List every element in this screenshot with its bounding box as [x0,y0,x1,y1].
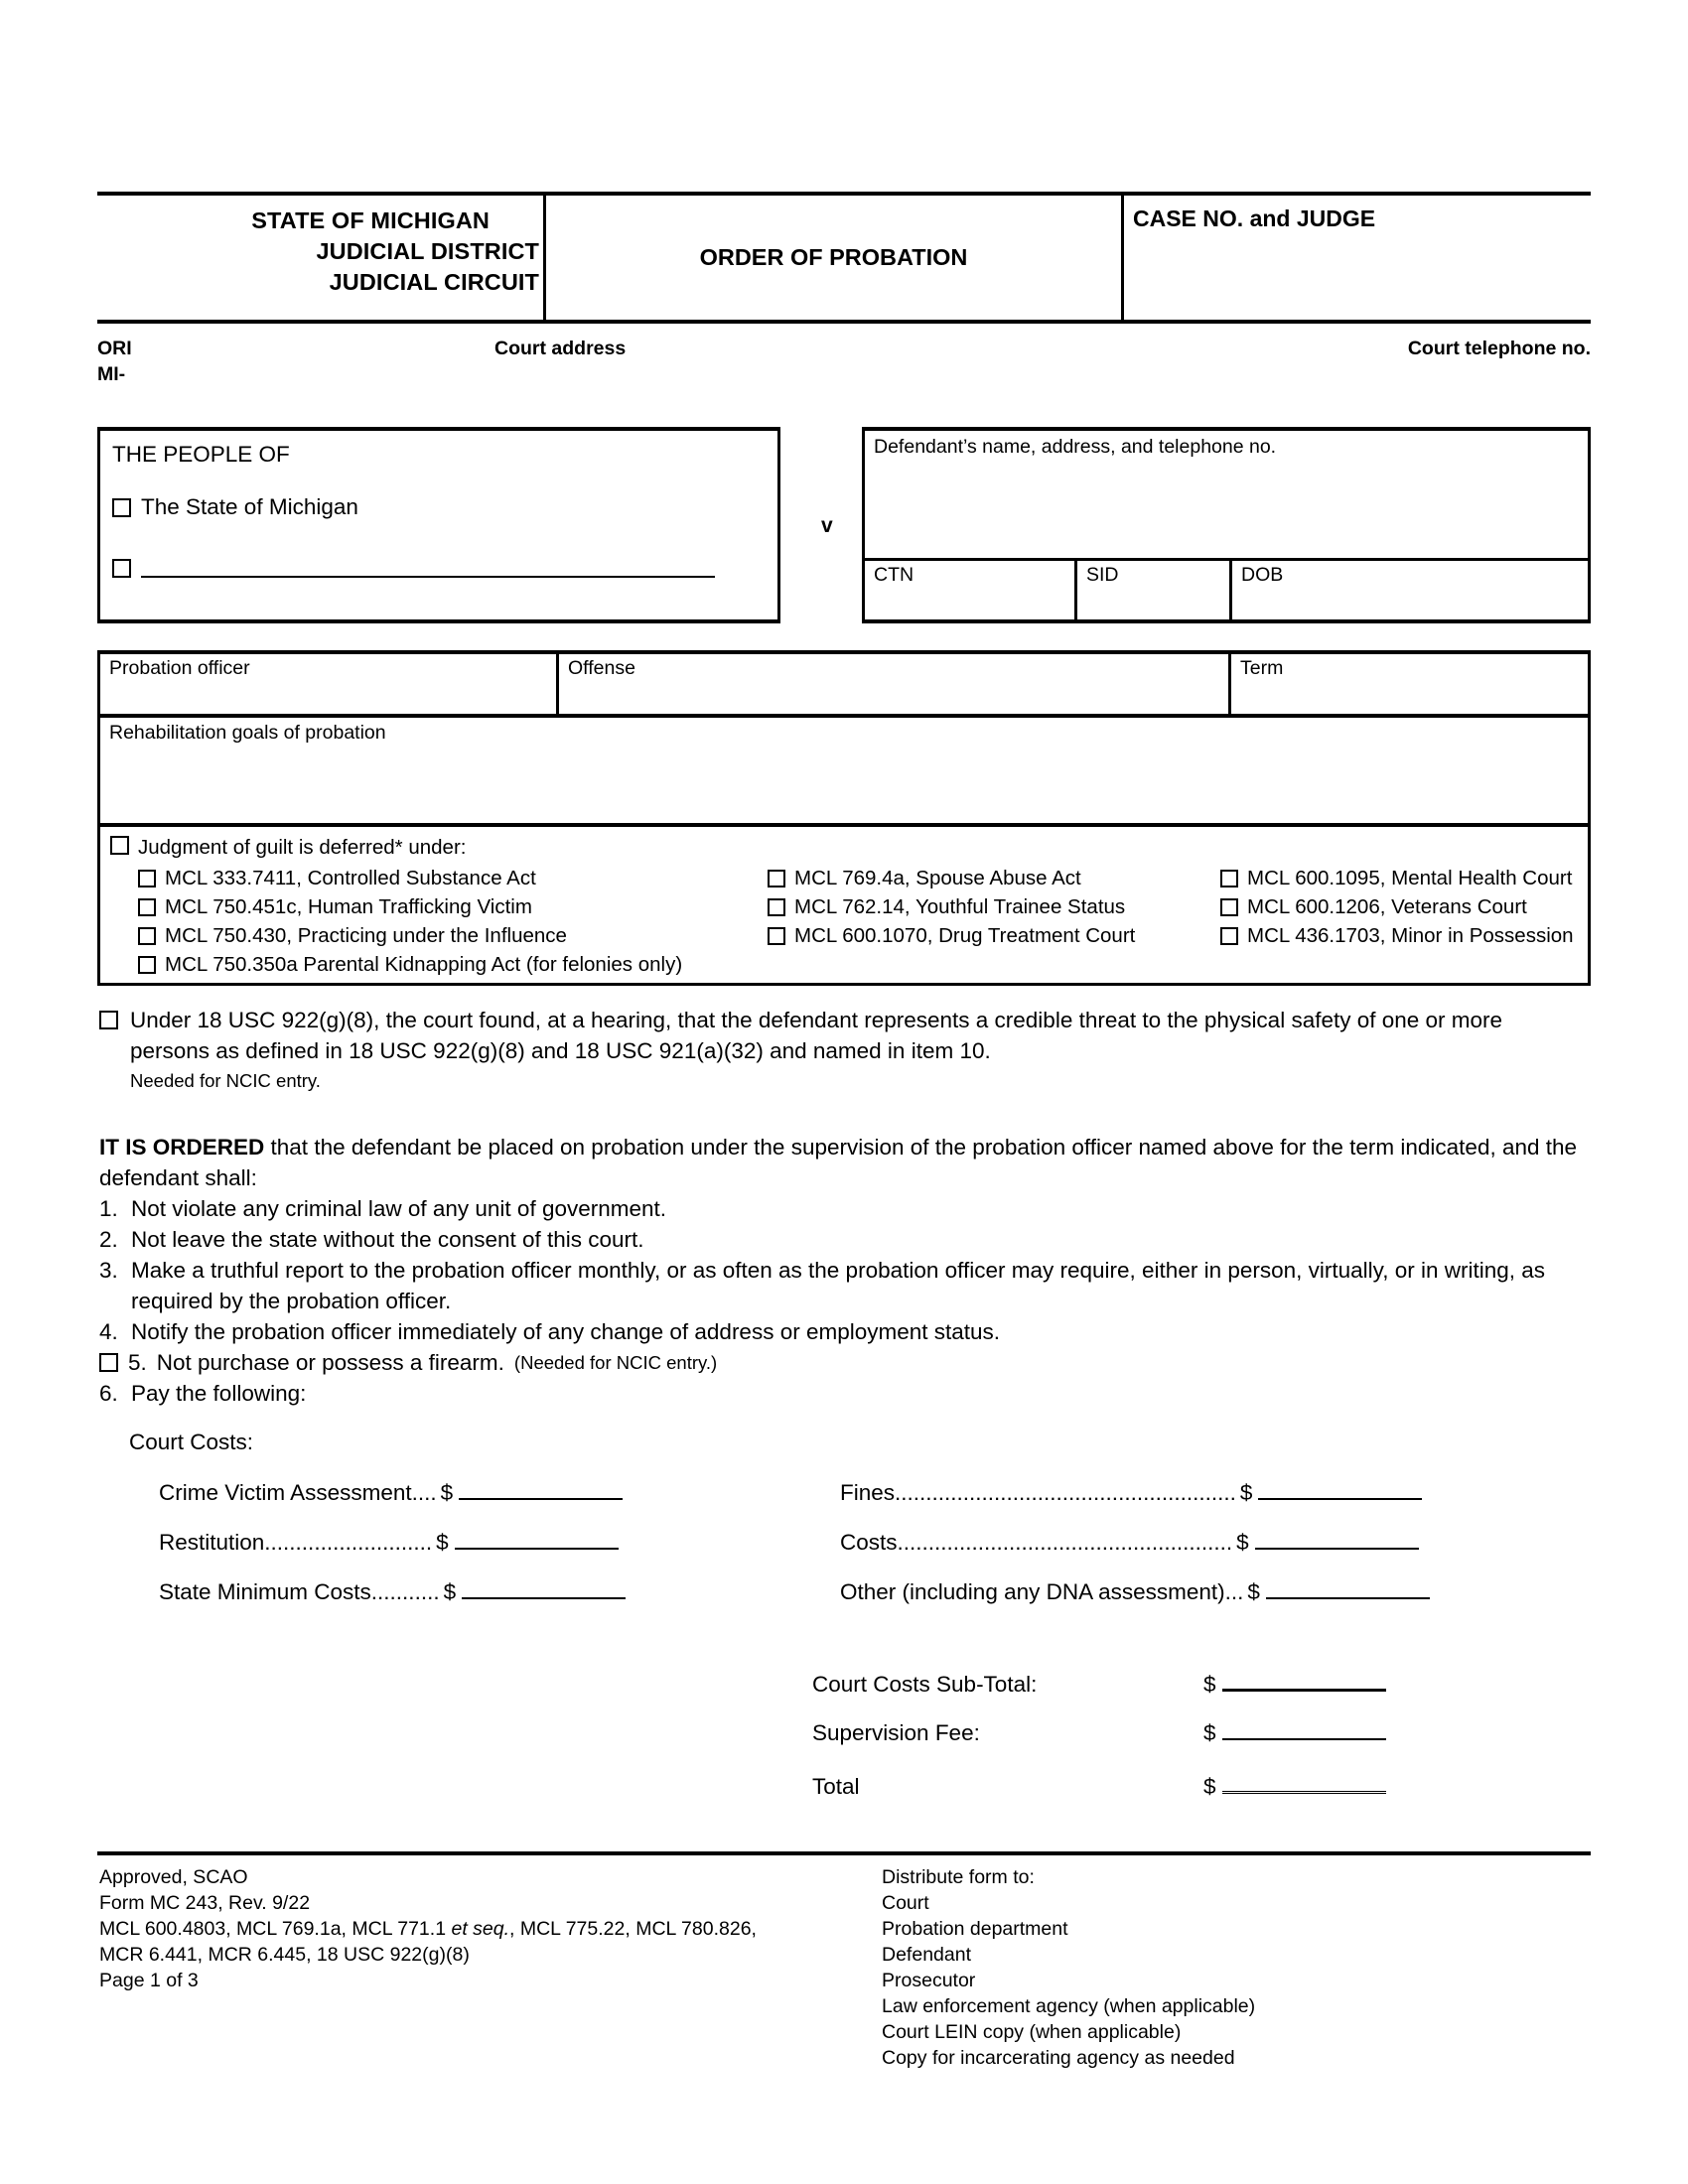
mcl-436-1703-checkbox[interactable] [1220,927,1238,945]
cost-line-currency: $ [440,1480,454,1505]
usc-finding-text: Under 18 USC 922(g)(8), the court found, at a hearing, that the defendant represents a credible threat to the physical safety of one or more persons as defined in 18 USC 922(g)(8) and 18 USC 921(a)(32) and named in item 10. [130,1008,1503,1063]
total-line-currency: $ [1203,1774,1216,1799]
ori-label: ORI [97,338,132,359]
cost-line-currency: $ [436,1530,449,1555]
ordered-item [99,1316,1593,1347]
case-details-row [97,650,1591,717]
mcl-750-350a-checkbox[interactable] [138,956,156,974]
deferred-option[interactable] [1220,924,1574,953]
form-number-label: Form MC 243, Rev. 9/22 [99,1892,311,1914]
footer-divider [97,1851,1591,1855]
the-people-of-label: THE PEOPLE OF [112,442,290,467]
it-is-ordered-label: IT IS ORDERED [99,1135,265,1160]
mcl-600-1206-checkbox[interactable] [1220,898,1238,916]
distribute-item: Prosecutor [882,1970,976,1991]
cost-line-restitution [159,1527,619,1556]
total-line-total [812,1767,1386,1800]
ordered-item-number: 1. [99,1196,118,1221]
ordered-item [99,1224,1593,1255]
case-no-and-judge-cell: CASE NO. and JUDGE [1133,205,1376,231]
deferred-column-2 [768,867,1135,953]
deferred-option-label: MCL 769.4a, Spouse Abuse Act [794,867,1081,889]
deferred-option[interactable] [138,924,567,953]
mcl-762-14-checkbox[interactable] [768,898,785,916]
plaintiff-option-state[interactable] [112,494,358,520]
court-identification-cell [97,196,546,320]
form-title-cell: ORDER OF PROBATION [546,196,1124,320]
cost-line-input[interactable] [462,1576,626,1599]
deferred-option[interactable] [138,953,682,977]
firearm-prohibition-checkbox[interactable] [99,1353,118,1372]
distribute-item: Court LEIN copy (when applicable) [882,2021,1182,2043]
deferred-option-label: MCL 333.7411, Controlled Substance Act [165,867,536,889]
probation-officer-field[interactable]: Probation officer [100,654,559,714]
court-address-label: Court address [494,338,627,359]
ordered-lead-paragraph [99,1132,1589,1193]
cost-line-state-minimum [159,1576,626,1605]
mcl-769-4a-checkbox[interactable] [768,870,785,887]
usc-finding-checkbox[interactable] [99,1011,118,1029]
distribute-item: Court [882,1892,929,1914]
usc-finding-block [99,1005,1589,1092]
ordered-item-number: 4. [99,1319,118,1344]
offense-field[interactable]: Offense [559,654,1231,714]
sid-field[interactable]: SID [1077,561,1232,619]
court-costs-label: Court Costs: [129,1430,254,1454]
state-of-michigan-line: STATE OF MICHIGAN [251,207,490,233]
dob-field[interactable]: DOB [1241,564,1284,586]
distribute-item: Copy for incarcerating agency as needed [882,2047,1235,2069]
deferred-option[interactable] [1220,867,1574,895]
statute-citations-line1 [99,1916,757,1942]
ordered-item-number: 6. [99,1381,118,1406]
cost-line-input[interactable] [1266,1576,1430,1599]
deferred-option-label: MCL 600.1206, Veterans Court [1247,895,1527,918]
total-line-label: Supervision Fee: [812,1720,980,1745]
plaintiff-box [97,427,780,623]
deferred-option[interactable] [138,867,567,895]
total-line-input[interactable] [1222,1717,1386,1740]
ori-value: MI- [97,363,126,385]
cost-line-label: Fines....................................................... [840,1480,1236,1505]
total-line-supervision-fee [812,1717,1386,1746]
cost-line-input[interactable] [1255,1527,1419,1550]
cost-line-crime-victim [159,1477,623,1506]
cost-line-currency: $ [443,1579,457,1604]
ordered-lead-rest: that the defendant be placed on probation under the supervision of the probation officer named above for the term indicated, and the defendant shall: [99,1135,1578,1190]
cost-line-label: Other (including any DNA assessment)... [840,1579,1244,1604]
term-field[interactable]: Term [1240,657,1284,679]
ordered-section [99,1132,1593,1409]
total-line-currency: $ [1203,1720,1216,1745]
cost-line-other [840,1576,1430,1605]
deferred-heading-label: Judgment of guilt is deferred* under: [138,836,467,859]
ordered-item [99,1255,1593,1316]
cost-line-input[interactable] [459,1477,623,1500]
cost-line-input[interactable] [1258,1477,1422,1500]
ordered-item-number: 2. [99,1227,118,1252]
cost-line-label: Costs...................................................... [840,1530,1233,1555]
deferred-column-3 [1220,867,1574,953]
ordered-item-text: Not purchase or possess a firearm. [156,1350,504,1375]
deferred-option-label: MCL 600.1070, Drug Treatment Court [794,924,1136,947]
deferred-option-label: MCL 600.1095, Mental Health Court [1247,867,1573,889]
ordered-item-text: Make a truthful report to the probation officer monthly, or as often as the probation officer may require, either in person, virtually, or in writing, as required by the probation officer. [131,1258,1546,1313]
deferred-option-label: MCL 750.350a Parental Kidnapping Act (for felonies only) [165,953,683,976]
defendant-id-row [865,558,1588,619]
ordered-item-number: 3. [99,1258,118,1283]
ordered-item-text: Not leave the state without the consent of this court. [131,1227,644,1252]
deferred-option[interactable] [138,895,567,924]
other-plaintiff-input[interactable] [141,554,715,578]
deferred-option-label: MCL 750.451c, Human Trafficking Victim [165,895,532,918]
cost-line-fines [840,1477,1422,1506]
deferred-option[interactable] [768,924,1135,953]
total-line-subtotal [812,1668,1386,1698]
cost-line-currency: $ [1236,1530,1249,1555]
total-line-input[interactable] [1222,1767,1386,1794]
mcl-750-430-checkbox[interactable] [138,927,156,945]
mcl-600-1095-checkbox[interactable] [1220,870,1238,887]
ordered-item [99,1193,1593,1224]
ordered-item-pay [99,1378,1593,1409]
approved-scao-label: Approved, SCAO [99,1866,248,1888]
state-of-michigan-checkbox[interactable] [112,498,131,517]
total-line-label: Total [812,1774,860,1799]
deferred-option-label: MCL 750.430, Practicing under the Influence [165,924,567,947]
state-of-michigan-label: The State of Michigan [141,494,358,519]
court-telephone-label: Court telephone no. [1407,338,1591,359]
distribute-heading: Distribute form to: [882,1866,1035,1888]
cost-line-costs [840,1527,1419,1556]
total-line-currency: $ [1203,1672,1216,1697]
ordered-item-text: Notify the probation officer immediately of any change of address or employment status. [131,1319,1001,1344]
distribute-item: Law enforcement agency (when applicable) [882,1995,1256,2017]
judicial-district-line: JUDICIAL DISTRICT [316,238,539,264]
deferred-judgment-checkbox[interactable] [110,836,129,855]
usc-finding-note: Needed for NCIC entry. [130,1070,321,1091]
cost-line-currency: $ [1247,1579,1260,1604]
cost-line-label: Crime Victim Assessment.... [159,1480,437,1505]
deferred-judgment-block [97,823,1591,986]
footer-distribution-block [882,1864,1255,2071]
defendant-info-label: Defendant’s name, address, and telephone no. [874,436,1277,458]
rehabilitation-goals-field[interactable]: Rehabilitation goals of probation [97,714,1591,826]
distribute-item: Defendant [882,1944,971,1966]
mcl-750-451c-checkbox[interactable] [138,898,156,916]
deferred-option[interactable] [768,867,1135,895]
footer-left-block [99,1864,757,1993]
distribute-item: Probation department [882,1918,1068,1940]
mcl-600-1070-checkbox[interactable] [768,927,785,945]
cites-a: MCL 600.4803, MCL 769.1a, MCL 771.1 [99,1918,452,1940]
total-line-input[interactable] [1222,1668,1386,1692]
usc-finding-row[interactable] [99,1005,1589,1066]
statute-citations-line2: MCR 6.441, MCR 6.445, 18 USC 922(g)(8) [99,1944,470,1966]
cites-italic: et seq. [451,1918,510,1940]
deferred-option[interactable] [768,895,1135,924]
total-line-label: Court Costs Sub-Total: [812,1672,1038,1697]
cost-line-input[interactable] [455,1527,619,1550]
page-number-label: Page 1 of 3 [99,1970,199,1991]
ordered-item-text: Not violate any criminal law of any unit of government. [131,1196,667,1221]
ordered-item-text: Pay the following: [131,1381,307,1406]
ctn-field[interactable]: CTN [865,561,1077,619]
versus-label: v [821,514,833,537]
other-plaintiff-checkbox[interactable] [112,559,131,578]
deferred-heading-row[interactable] [110,836,466,860]
plaintiff-option-other[interactable] [112,554,715,578]
cost-line-label: Restitution........................... [159,1530,433,1555]
deferred-column-1 [138,867,567,953]
judicial-circuit-line: JUDICIAL CIRCUIT [329,269,539,295]
cites-b: , MCL 775.22, MCL 780.826, [509,1918,757,1940]
ordered-item-firearm[interactable] [99,1347,1593,1378]
deferred-option[interactable] [1220,895,1574,924]
firearm-ncic-note: (Needed for NCIC entry.) [513,1352,718,1373]
form-header-table [97,192,1591,324]
deferred-option-label: MCL 762.14, Youthful Trainee Status [794,895,1126,918]
cost-line-currency: $ [1239,1480,1253,1505]
deferred-option-label: MCL 436.1703, Minor in Possession [1247,924,1574,947]
ordered-item-number: 5. [128,1350,147,1375]
cost-line-label: State Minimum Costs........... [159,1579,440,1604]
defendant-box [862,427,1591,623]
mcl-333-7411-checkbox[interactable] [138,870,156,887]
